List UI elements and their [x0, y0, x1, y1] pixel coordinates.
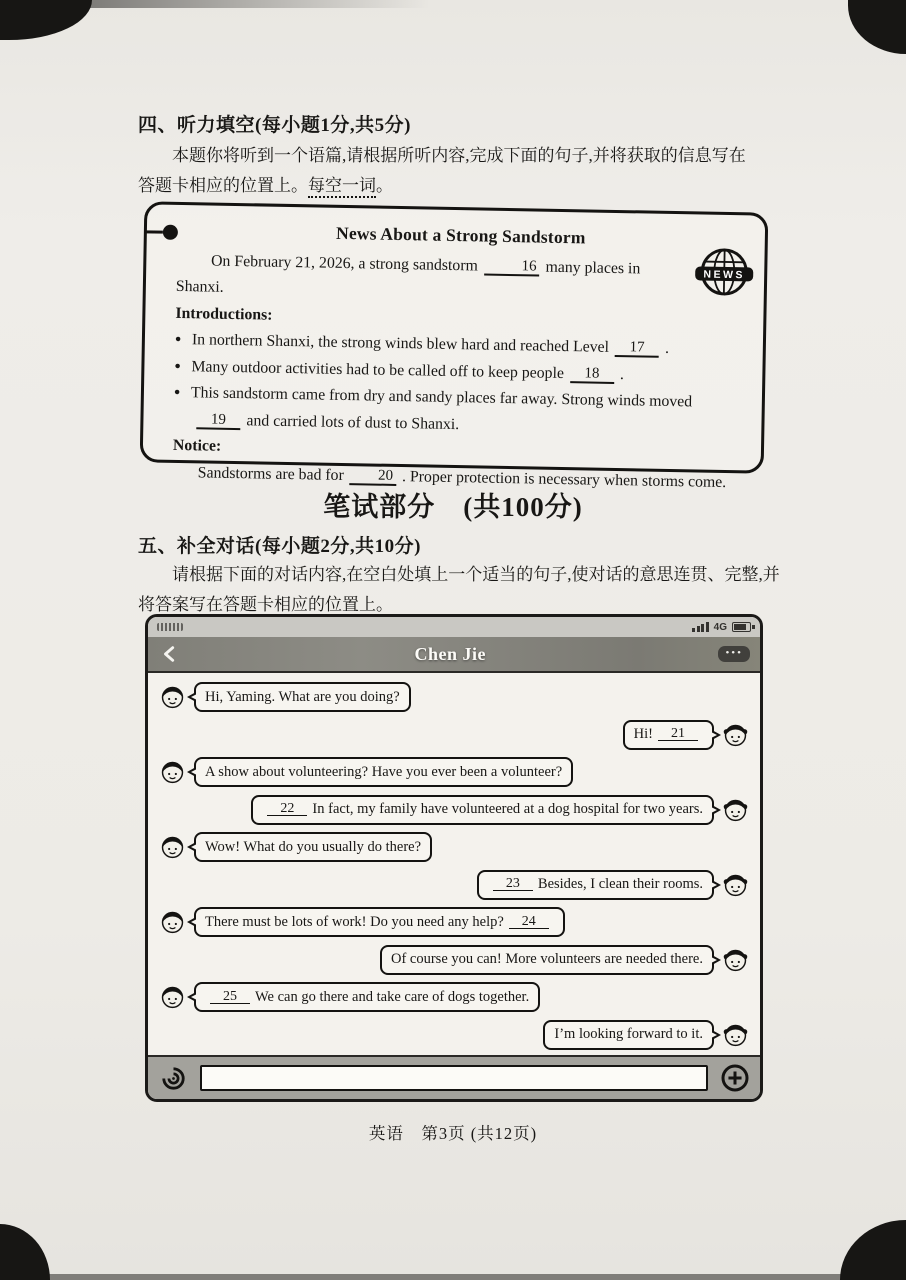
scan-edge-artifact — [0, 1274, 906, 1280]
voice-message-button[interactable] — [158, 1063, 188, 1093]
chevron-left-icon — [161, 645, 179, 663]
intro-text-end: many places in Shanxi. — [175, 258, 641, 296]
chat-message-row — [158, 982, 750, 1012]
avatar-boy-icon — [158, 907, 187, 936]
message-text: Besides, I clean their rooms. — [537, 876, 703, 892]
notice-text-end: . Proper protection is necessary when storms come. — [401, 467, 727, 491]
status-time-indicator — [157, 623, 183, 631]
answer-blank-23: 23 — [493, 878, 533, 891]
section5-heading: 五、补全对话(每小题2分,共10分) — [138, 536, 421, 557]
chat-contact-name: Chen Jie — [414, 643, 486, 664]
answer-blank-21: 21 — [658, 728, 698, 741]
punch-hole — [163, 225, 178, 240]
page-footer: 英语 第3页 (共12页) — [368, 1124, 538, 1143]
message-text: I’m looking forward to it. — [554, 1026, 703, 1042]
chat-input-bar — [148, 1055, 760, 1099]
bullet-text: This sandstorm came from dry and sandy places far away. Strong winds moved — [190, 384, 693, 411]
instructions-line2: 将答案写在答题卡相应的位置上。 — [138, 595, 393, 614]
chat-bubble — [194, 757, 573, 787]
battery-icon — [732, 622, 751, 632]
message-text: There must be lots of work! Do you need any help? — [205, 913, 504, 930]
intro-text: On February 21, 2026, a strong sandstorm — [210, 252, 478, 274]
chat-message-row — [158, 870, 750, 900]
chat-bubble — [194, 832, 432, 862]
avatar-girl-icon — [721, 795, 750, 824]
chat-message-row — [158, 1020, 750, 1050]
avatar-boy-icon — [158, 682, 187, 711]
chat-bubble — [251, 795, 714, 825]
bullet-text-end: . — [664, 339, 670, 357]
notice-text: Sandstorms are bad for — [197, 463, 344, 484]
card-bullet-list — [173, 327, 743, 443]
chat-message-row — [158, 795, 750, 825]
bullet-text: In northern Shanxi, the strong winds blew hard and reached Level — [191, 331, 610, 356]
notice-label: Notice: — [172, 436, 222, 455]
instructions-line2 — [138, 171, 800, 201]
back-button[interactable] — [158, 642, 182, 666]
avatar-girl-icon — [721, 720, 750, 749]
scan-corner-artifact — [840, 1220, 906, 1280]
answer-blank-25: 25 — [210, 991, 250, 1004]
answer-blank-17: 17 — [615, 340, 659, 358]
message-text: Wow! What do you usually do there? — [205, 838, 422, 855]
news-ticket-card — [140, 201, 769, 491]
news-badge-label: NEWS — [703, 268, 746, 282]
instructions-line1: 请根据下面的对话内容,在空白处填上一个适当的句子,使对话的意思连贯、完整,并 — [172, 565, 780, 584]
chat-bubble — [194, 907, 565, 937]
phone-chat-mockup — [145, 614, 763, 1102]
chat-bubble — [477, 870, 714, 900]
bullet-text-end: and carried lots of dust to Shanxi. — [246, 411, 460, 433]
plus-circle-icon — [720, 1063, 750, 1093]
card-bullet — [173, 380, 742, 443]
answer-blank-19: 19 — [196, 412, 240, 430]
chat-bubble — [543, 1020, 714, 1050]
chat-message-row — [158, 945, 750, 975]
answer-blank-22: 22 — [267, 803, 307, 816]
instructions-line1: 本题你将听到一个语篇,请根据所听内容,完成下面的句子,并将获取的信息写在 — [172, 146, 746, 165]
voice-spiral-icon — [160, 1065, 187, 1092]
section4-instructions — [138, 141, 800, 201]
chat-bubble — [194, 982, 540, 1012]
introductions-label: Introductions: — [175, 304, 273, 324]
message-text: Hi, Yaming. What are you doing? — [205, 688, 400, 705]
scan-corner-artifact — [848, 0, 906, 54]
answer-blank-18: 18 — [570, 366, 614, 384]
message-text: Hi! — [633, 726, 653, 742]
chat-header — [148, 637, 760, 673]
section4-heading: 四、听力填空(每小题1分,共5分) — [138, 115, 411, 136]
section5-instructions — [138, 560, 800, 620]
scan-edge-artifact — [0, 0, 430, 8]
more-options-button[interactable]: ••• — [718, 646, 750, 662]
message-input[interactable] — [200, 1065, 708, 1091]
answer-blank-24: 24 — [509, 916, 549, 929]
avatar-girl-icon — [721, 1020, 750, 1049]
status-icons — [692, 622, 751, 633]
avatar-boy-icon — [158, 757, 187, 786]
chat-bubble — [380, 945, 714, 975]
chat-message-row — [158, 907, 750, 937]
chat-message-area — [148, 673, 760, 1055]
avatar-girl-icon — [721, 870, 750, 899]
chat-message-row — [158, 832, 750, 862]
chat-bubble — [194, 682, 411, 712]
instructions-line2-end: 。 — [376, 176, 393, 195]
avatar-boy-icon — [158, 832, 187, 861]
message-text: We can go there and take care of dogs together. — [255, 988, 530, 1005]
chat-message-row — [158, 682, 750, 712]
bullet-text-end: . — [619, 365, 625, 383]
chat-message-row — [158, 757, 750, 787]
add-attachment-button[interactable] — [720, 1063, 750, 1093]
avatar-girl-icon — [721, 945, 750, 974]
answer-blank-20: 20 — [350, 468, 397, 486]
scan-corner-artifact — [0, 1224, 50, 1280]
bullet-text: Many outdoor activities had to be called off to keep people — [191, 357, 565, 382]
chat-bubble — [623, 720, 714, 750]
emphasized-phrase: 每空一词 — [308, 176, 376, 198]
phone-status-bar — [148, 617, 760, 637]
news-globe-icon — [694, 244, 755, 303]
instructions-line2-text: 答题卡相应的位置上。 — [138, 176, 308, 195]
avatar-boy-icon — [158, 982, 187, 1011]
message-text: In fact, my family have volunteered at a dog hospital for two years. — [312, 801, 703, 817]
answer-blank-16: 16 — [484, 258, 540, 276]
network-type-label: 4G — [713, 621, 727, 633]
message-text: A show about volunteering? Have you ever been a volunteer? — [205, 763, 563, 780]
signal-bars-icon — [692, 622, 709, 632]
card-title: News About a Strong Sandstorm — [335, 222, 586, 248]
written-part-header: 笔试部分 (共100分) — [323, 492, 583, 522]
message-text: Of course you can! More volunteers are needed there. — [390, 951, 703, 967]
chat-message-row — [158, 720, 750, 750]
